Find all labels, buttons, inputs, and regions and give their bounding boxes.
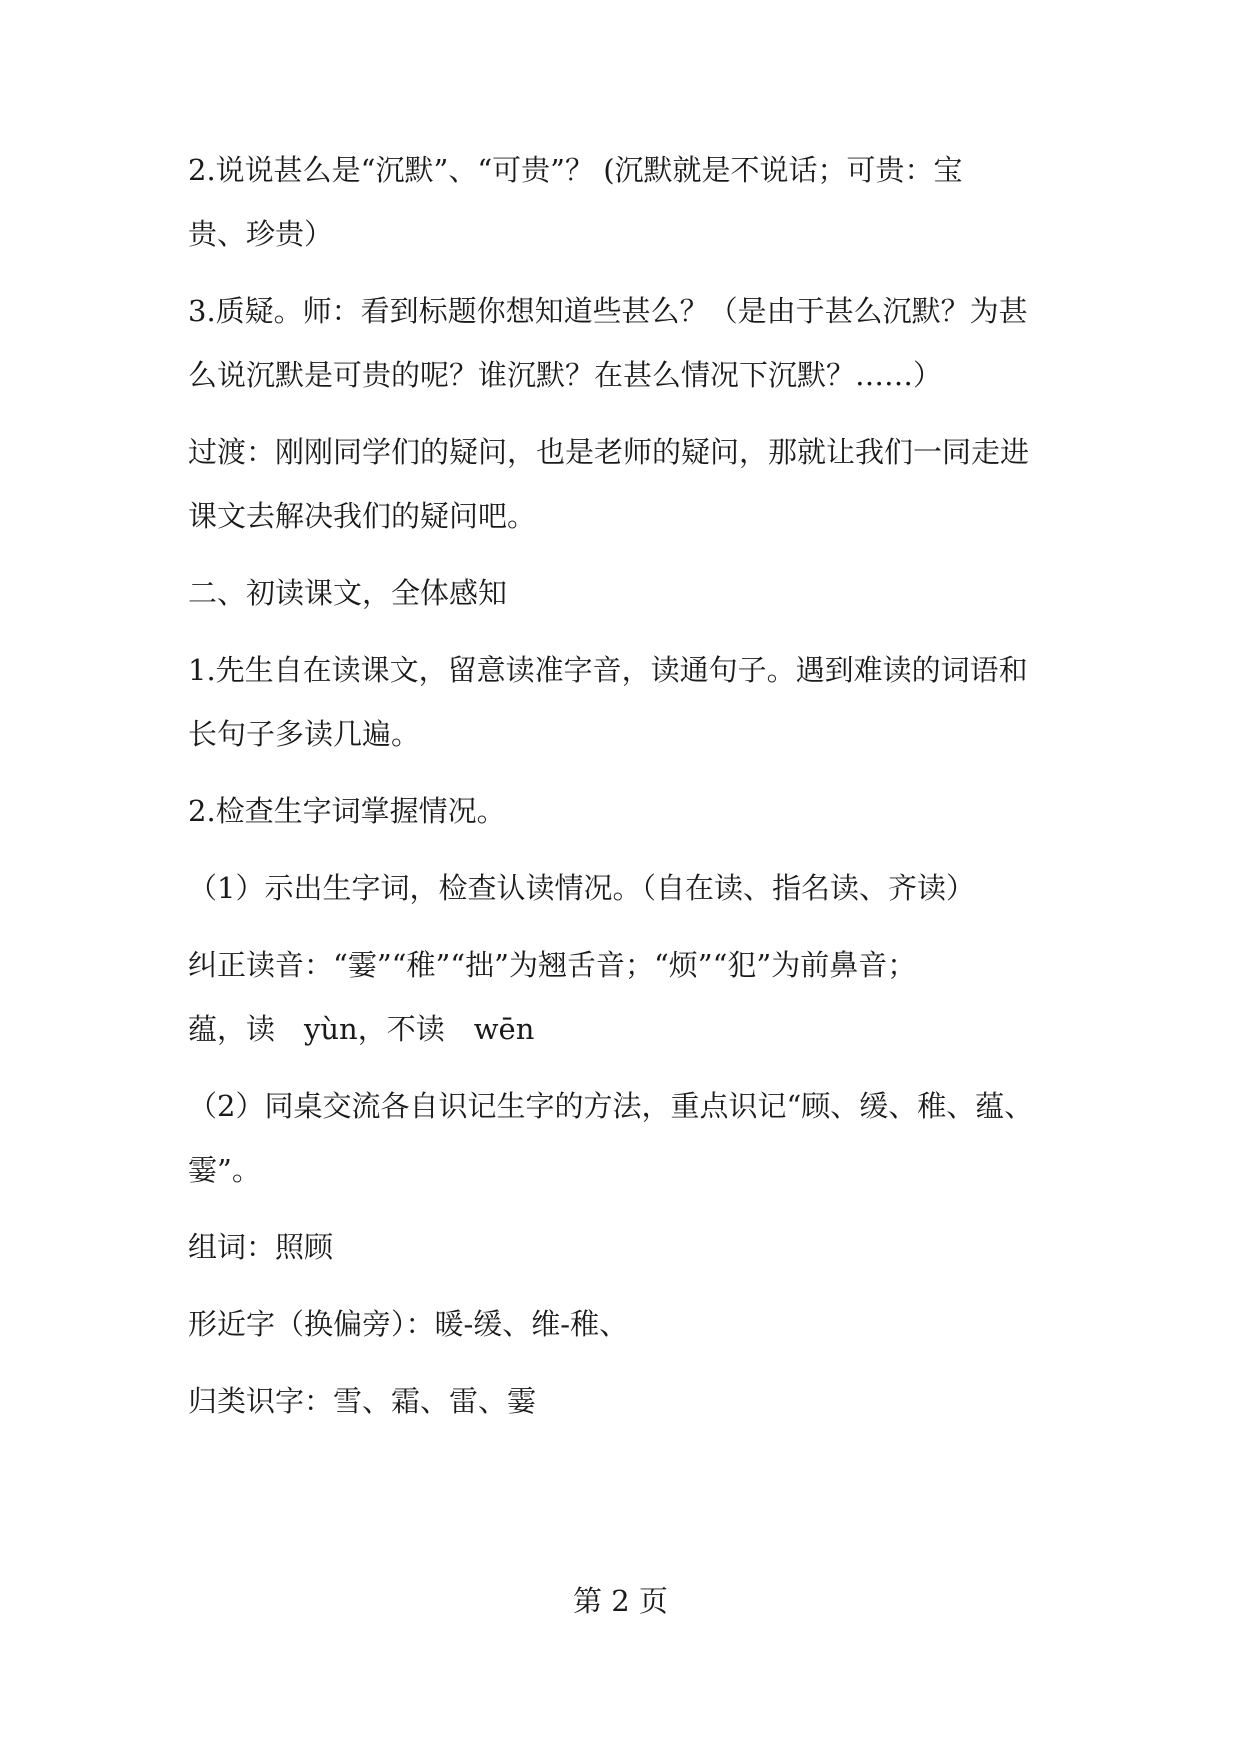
text-line: 形近字（换偏旁）：暖-缓、维-稚、 (188, 1307, 629, 1341)
text-line: 霎”。 (188, 1153, 261, 1187)
text-line: 纠正读音：“霎”“稚”“拙”为翘舌音；“烦”“犯”为前鼻音； (188, 948, 917, 982)
text-line: 组词：照顾 (188, 1230, 334, 1264)
text-line: 过渡：刚刚同学们的疑问，也是老师的疑问，那就让我们一同走进 (188, 435, 1030, 469)
text-line: 3.质疑。师：看到标题你想知道些甚么？（是由于甚么沉默？为甚 (188, 294, 1028, 328)
text-line: （2）同桌交流各自识记生字的方法，重点识记“顾、缓、稚、蕴、 (188, 1089, 1034, 1123)
text-line: 2.说说甚么是“沉默”、“可贵”？ (沉默就是不说话；可贵：宝 (188, 153, 963, 187)
text-line: 长句子多读几遍。 (188, 717, 421, 751)
text-line: （1）示出生字词，检查认读情况。（自在读、指名读、齐读） (188, 871, 975, 905)
text-line: 归类识字：雪、霜、雷、霎 (188, 1384, 537, 1418)
text-line: 课文去解决我们的疑问吧。 (188, 499, 537, 533)
text-line: 2.检查生字词掌握情况。 (188, 794, 506, 828)
text-line: 1.先生自在读课文，留意读准字音，读通句子。遇到难读的词语和 (188, 653, 1028, 687)
text-line: 贵、珍贵） (188, 217, 334, 251)
text-line: 么说沉默是可贵的呢？谁沉默？在甚么情况下沉默？……） (188, 358, 943, 392)
page-number: 第 2 页 (573, 1584, 668, 1618)
text-line: 蕴，读 yùn，不读 wēn (188, 1012, 535, 1046)
section-heading: 二、初读课文，全体感知 (188, 576, 508, 610)
document-body (188, 150, 1088, 1421)
